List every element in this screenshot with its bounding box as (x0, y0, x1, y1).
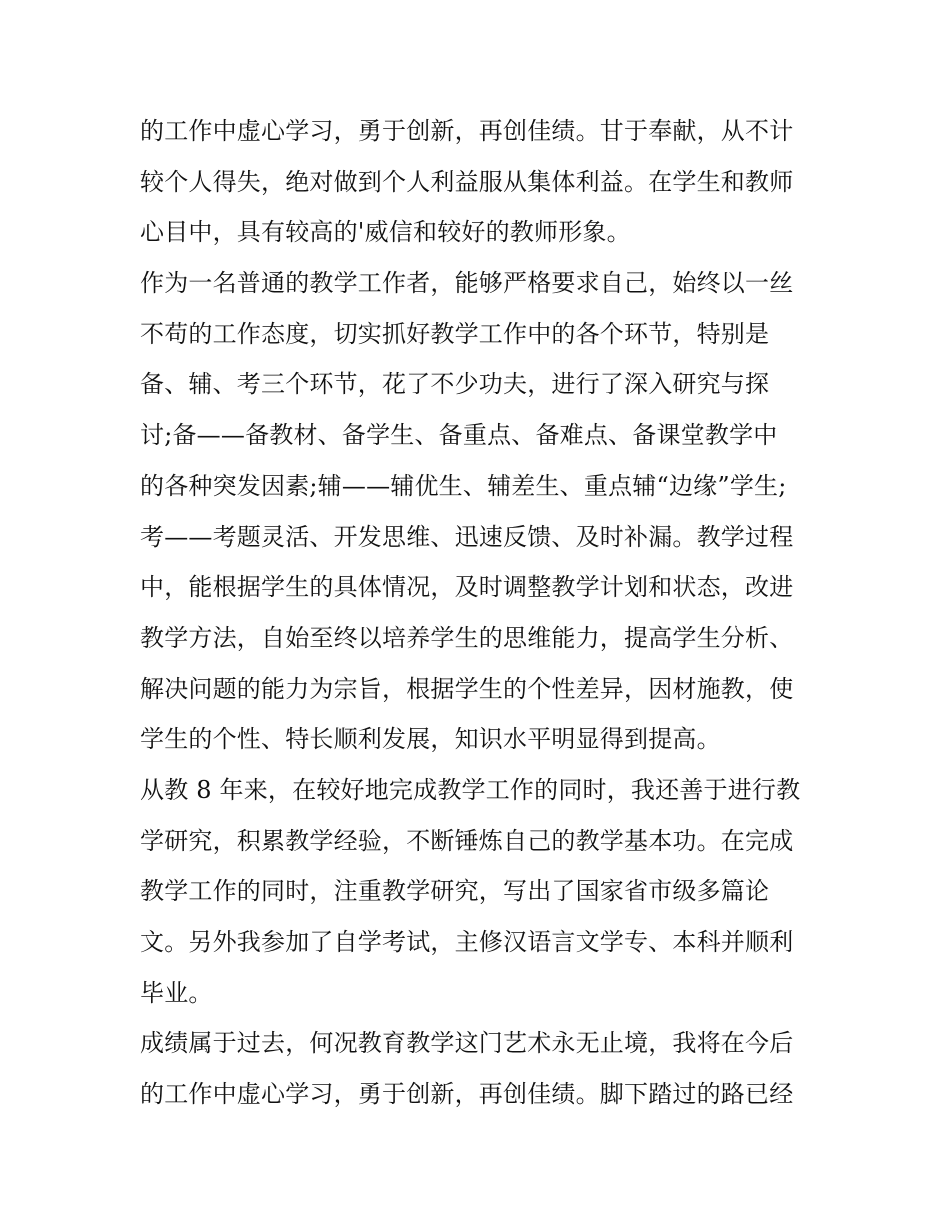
text-line: 从教 8 年来，在较好地完成教学工作的同时，我还善于进行教 (140, 775, 801, 804)
text-line: 考——考题灵活、开发思维、迅速反馈、及时补漏。教学过程 (140, 522, 794, 551)
text-line: 不苟的工作态度，切实抓好教学工作中的各个环节，特别是 (140, 319, 770, 348)
text-line: 备、辅、考三个环节，花了不少功夫，进行了深入研究与探 (140, 370, 770, 399)
text-line: 成绩属于过去，何况教育教学这门艺术永无止境，我将在今后 (140, 1029, 794, 1058)
text-line: 讨;备——备教材、备学生、备重点、备难点、备课堂教学中 (140, 421, 778, 450)
text-line: 的工作中虚心学习，勇于创新，再创佳绩。脚下踏过的路已经 (140, 1080, 794, 1109)
text-line: 学生的个性、特长顺利发展，知识水平明显得到提高。 (140, 725, 721, 754)
text-line: 中，能根据学生的具体情况，及时调整教学计划和状态，改进 (140, 573, 794, 602)
text-line: 的工作中虚心学习，勇于创新，再创佳绩。甘于奉献，从不计 (140, 117, 794, 145)
text-line: 心目中，具有较高的'威信和较好的教师形象。 (140, 218, 631, 247)
text-line: 文。另外我参加了自学考试，主修汉语言文学专、本科并顺利 (140, 928, 794, 956)
text-line: 作为一名普通的教学工作者，能够严格要求自己，始终以一丝 (140, 269, 794, 298)
text-line: 毕业。 (140, 978, 213, 1007)
document-body (140, 106, 812, 1120)
text-line: 较个人得失，绝对做到个人利益服从集体利益。在学生和教师 (140, 167, 794, 196)
text-line: 教学工作的同时，注重教学研究，写出了国家省市级多篇论 (140, 877, 770, 906)
text-line: 学研究，积累教学经验，不断锤炼自己的教学基本功。在完成 (140, 826, 794, 855)
text-line: 解决问题的能力为宗旨，根据学生的个性差异，因材施教，使 (140, 674, 794, 703)
text-line: 教学方法，自始至终以培养学生的思维能力，提高学生分析、 (140, 623, 794, 652)
text-line: 的各种突发因素;辅——辅优生、辅差生、重点辅“边缘”学生; (140, 471, 787, 500)
